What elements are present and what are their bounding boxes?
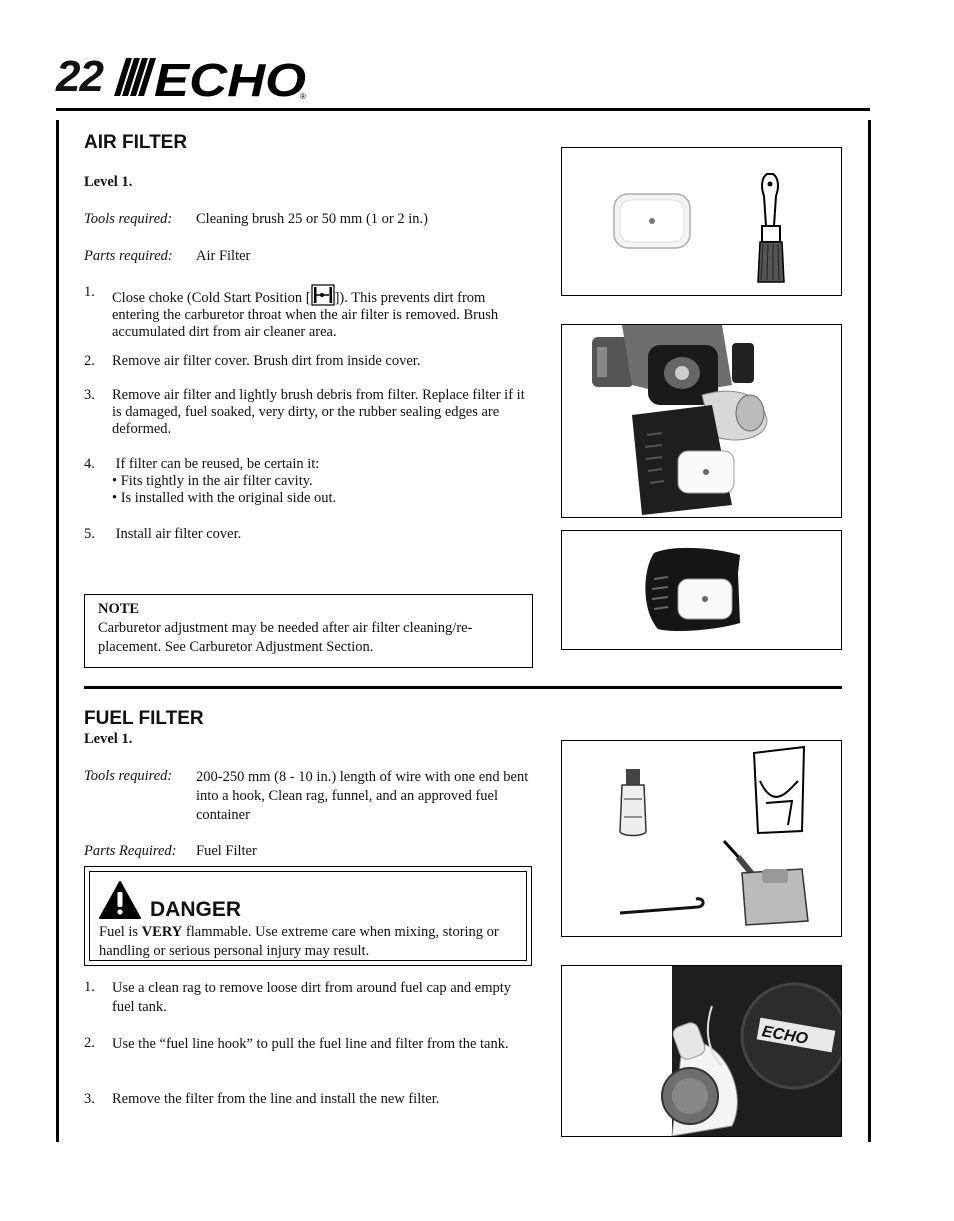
- step-text: Remove air filter and lightly brush debris from filter. Replace filter if it is damaged, fuel soaked, very dirty, or the rubber sealing edges are deformed.: [112, 387, 525, 437]
- fuel-tools-label: Tools required:: [84, 768, 173, 784]
- step-number: 4.: [84, 456, 95, 472]
- figure-air-filter-and-brush: [561, 147, 842, 296]
- step-text: If filter can be reused, be certain it:: [112, 456, 320, 472]
- air-parts-label: Parts required:: [84, 248, 173, 264]
- clean-rag-icon: [754, 747, 804, 833]
- step-number: 1.: [84, 284, 95, 300]
- fuel-filter-heading: FUEL FILTER: [84, 708, 204, 729]
- fuel-filter-icon: [620, 769, 646, 836]
- step-number: 2.: [84, 353, 95, 369]
- step-number: 5.: [84, 526, 95, 542]
- note-text: Carburetor adjustment may be needed after air filter cleaning/re-placement. See Carburetor Adjustment Section.: [98, 620, 473, 655]
- fuel-parts-value: Fuel Filter: [196, 843, 257, 859]
- step-text: Remove air filter cover. Brush dirt from inside cover.: [112, 353, 421, 369]
- header-rule: [56, 108, 870, 111]
- step-number: 3.: [84, 1091, 95, 1107]
- page-number: 22: [56, 52, 103, 101]
- step-text: Close choke (Cold Start Position [: [112, 290, 311, 306]
- bullet-original-side: • Is installed with the original side out.: [112, 490, 337, 506]
- engine-echo-label: ECHO: [760, 1023, 810, 1048]
- step-text: Use the “fuel line hook” to pull the fuel line and filter from the tank.: [112, 1036, 509, 1052]
- choke-cold-start-icon: [311, 284, 335, 306]
- step-text: Use a clean rag to remove loose dirt from around fuel cap and empty fuel tank.: [112, 980, 512, 1015]
- step-number: 2.: [84, 1035, 95, 1051]
- step-number: 3.: [84, 387, 95, 403]
- air-tools-value: Cleaning brush 25 or 50 mm (1 or 2 in.): [196, 211, 428, 227]
- registered-mark: ®: [300, 92, 306, 100]
- danger-emphasis: VERY: [141, 924, 183, 940]
- air-parts-value: Air Filter: [196, 248, 251, 264]
- fuel-container-icon: [724, 841, 808, 925]
- danger-box: [84, 866, 532, 966]
- fuel-tools-value: 200-250 mm (8 - 10 in.) length of wire with one end bent into a hook, Clean rag, funnel, and an approved fuel container: [196, 769, 529, 823]
- note-title: NOTE: [98, 601, 140, 617]
- warning-triangle-icon: [98, 880, 142, 925]
- air-filter-element-icon: [614, 194, 690, 248]
- bullet-fits-tightly: • Fits tightly in the air filter cavity.: [112, 473, 313, 489]
- air-filter-level: Level 1.: [84, 174, 133, 190]
- step-text: Remove the filter from the line and install the new filter.: [112, 1091, 440, 1107]
- fuel-line-hook-icon: [620, 899, 703, 913]
- cleaning-brush-icon: [758, 174, 784, 282]
- danger-text: Fuel is VERY flammable. Use extreme care when mixing, storing or handling or serious personal injury may result.: [99, 924, 499, 959]
- fuel-parts-label: Parts Required:: [84, 843, 177, 859]
- figure-engine-filter-cover-removed: [561, 324, 842, 518]
- right-margin-rule: [868, 120, 871, 1142]
- danger-title: DANGER: [150, 898, 242, 921]
- air-filter-heading: AIR FILTER: [84, 132, 188, 153]
- step-text-cont: ]). This prevents dirt from entering the carburetor throat when the air filter is removed. Brush accumulated dirt from air cleaner area.: [112, 290, 499, 340]
- left-margin-rule: [56, 120, 59, 1142]
- step-text: Install air filter cover.: [112, 526, 242, 542]
- echo-logo: [112, 56, 312, 105]
- logo-wordmark: ECHO: [154, 56, 307, 100]
- air-tools-label: Tools required:: [84, 211, 173, 227]
- figure-fuel-filter-tools: [561, 740, 842, 937]
- figure-filter-installed-in-cover: [561, 530, 842, 650]
- step-number: 1.: [84, 979, 95, 995]
- fuel-filter-level: Level 1.: [84, 731, 133, 747]
- note-box: [84, 594, 533, 668]
- section-divider: [84, 686, 842, 689]
- figure-fuel-line-removal: [561, 965, 842, 1137]
